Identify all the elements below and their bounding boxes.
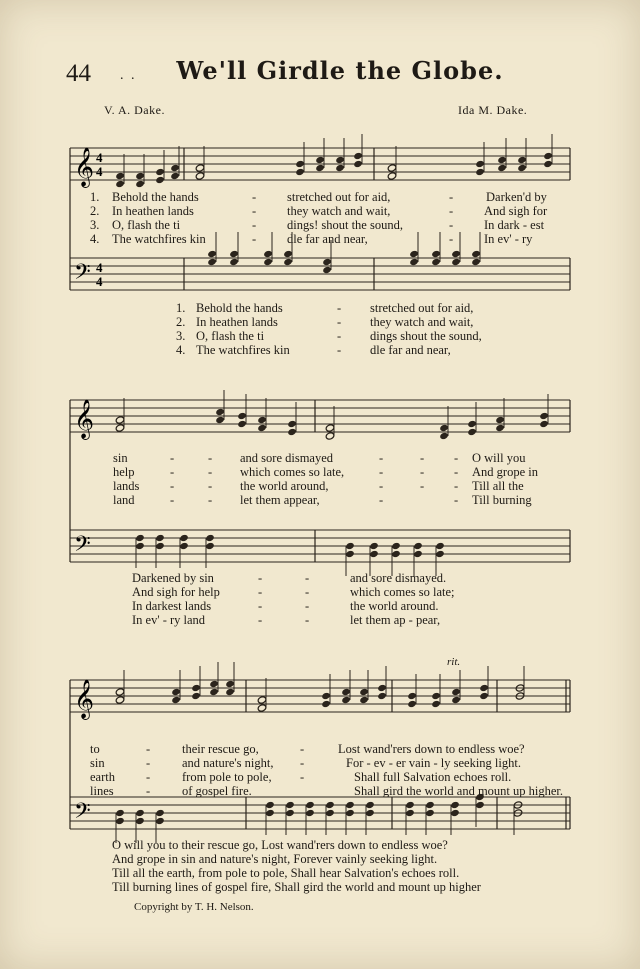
note-head (170, 164, 180, 172)
lyric-fragment: - (449, 190, 454, 204)
note-head (543, 160, 553, 168)
lyric-fragment: - (305, 599, 310, 613)
lyric-line: And grope in sin and nature's night, Forever vainly seeking light. (112, 852, 438, 866)
lyric-fragment: - (170, 451, 175, 465)
bass-clef-icon: 𝄢 (74, 799, 91, 828)
note-head (431, 250, 441, 258)
note-head (451, 258, 461, 266)
lyric-fragment: O will you (472, 451, 526, 465)
lyric-fragment: In ev' - ry (484, 232, 533, 246)
note-head (407, 692, 417, 700)
note-head (191, 684, 201, 692)
note-head (322, 258, 332, 266)
note-head (517, 156, 527, 164)
note-head (257, 696, 267, 704)
lyric-fragment: - (252, 204, 257, 218)
note-head (335, 156, 345, 164)
lyric-fragment: 4. (176, 343, 186, 357)
note-head (265, 801, 275, 809)
bass-clef-icon: 𝄢 (74, 532, 91, 561)
lyric-fragment: - (258, 613, 263, 627)
system-1-bass-staff (70, 258, 570, 290)
note-head (345, 550, 355, 558)
note-head (179, 542, 189, 550)
system-2-treble-staff (70, 400, 570, 432)
lyric-fragment: - (379, 479, 384, 493)
lyric-fragment: - (454, 465, 459, 479)
note-head (305, 809, 315, 817)
lyric-line: Till all the earth, from pole to pole, Shall hear Salvation's echoes roll. (112, 866, 460, 880)
note-head (407, 700, 417, 708)
svg-text:4: 4 (96, 260, 103, 275)
note-head (471, 250, 481, 258)
lyric-fragment: stretched out for aid, (287, 190, 391, 204)
lyric-fragment: - (454, 493, 459, 507)
lyric-fragment: And sigh for (484, 204, 548, 218)
note-head (283, 258, 293, 266)
lyric-fragment: The watchfires kin (196, 343, 290, 357)
lyric-fragment: to (90, 742, 100, 756)
lyric-fragment: And grope in (472, 465, 538, 479)
note-head (215, 416, 225, 424)
note-head (341, 696, 351, 704)
note-head (257, 424, 267, 432)
note-head (359, 696, 369, 704)
note-head (115, 696, 125, 704)
lyric-fragment: Darken'd by (486, 190, 547, 204)
note-head (467, 420, 477, 428)
note-head (345, 809, 355, 817)
note-head (179, 534, 189, 542)
note-head (195, 172, 205, 180)
lyric-fragment: sin (113, 451, 128, 465)
lyric-fragment: - (146, 756, 151, 770)
note-head (471, 258, 481, 266)
note-head (467, 428, 477, 436)
lyric-fragment: - (337, 329, 342, 343)
lyric-fragment: - (252, 218, 257, 232)
lyric-fragment: - (337, 301, 342, 315)
lyric-fragment: - (420, 479, 425, 493)
note-head (405, 801, 415, 809)
note-head (205, 534, 215, 542)
note-head (207, 258, 217, 266)
note-head (431, 700, 441, 708)
note-head (439, 424, 449, 432)
note-head (365, 809, 375, 817)
note-head (439, 432, 449, 440)
note-head (305, 801, 315, 809)
lyric-fragment: O, flash the ti (112, 218, 181, 232)
lyric-fragment: 4. (90, 232, 100, 246)
lyric-fragment: the world around, (240, 479, 329, 493)
note-head (321, 692, 331, 700)
note-head (237, 412, 247, 420)
lyric-fragment: help (113, 465, 135, 479)
treble-clef-icon: 𝄞 (74, 149, 95, 186)
note-head (377, 692, 387, 700)
note-head (345, 542, 355, 550)
note-head (225, 688, 235, 696)
note-head (539, 420, 549, 428)
note-head (369, 550, 379, 558)
lyric-fragment: - (379, 493, 384, 507)
lyric-fragment: Shall full Salvation echoes roll. (354, 770, 512, 784)
bass-clef-icon: 𝄢 (74, 260, 91, 289)
lyric-fragment: - (454, 479, 459, 493)
lyric-fragment: let them ap - pear, (350, 613, 441, 627)
lyric-fragment: - (252, 190, 257, 204)
note-head (425, 801, 435, 809)
lyric-fragment: - (170, 493, 175, 507)
lyric-fragment: - (305, 571, 310, 585)
note-head (155, 817, 165, 825)
ritardando-mark: rit. (447, 656, 461, 668)
lyric-fragment: lines (90, 784, 114, 798)
note-head (413, 542, 423, 550)
lyric-fragment: let them appear, (240, 493, 320, 507)
note-head (195, 164, 205, 172)
lyric-fragment: Behold the hands (196, 301, 283, 315)
note-head (450, 809, 460, 817)
note-head (283, 250, 293, 258)
lyric-fragment: lands (113, 479, 140, 493)
lyric-fragment: In dark - est (484, 218, 545, 232)
note-head (209, 680, 219, 688)
note-head (207, 250, 217, 258)
note-head (450, 801, 460, 809)
note-head (387, 172, 397, 180)
lyric-fragment: - (449, 204, 454, 218)
note-head (229, 250, 239, 258)
lyric-fragment: - (146, 784, 151, 798)
note-head (475, 160, 485, 168)
lyric-fragment: - (379, 465, 384, 479)
lyric-fragment: The watchfires kin (112, 232, 206, 246)
note-head (135, 534, 145, 542)
lyric-fragment: - (208, 493, 213, 507)
lyric-fragment: the world around. (350, 599, 439, 613)
lyric-fragment: In darkest lands (132, 599, 212, 613)
lyric-fragment: 1. (90, 190, 100, 204)
lyric-fragment: 2. (176, 315, 186, 329)
note-head (321, 700, 331, 708)
note-head (225, 680, 235, 688)
note-head (263, 250, 273, 258)
note-head (409, 258, 419, 266)
lyric-fragment: - (300, 770, 305, 784)
note-head (115, 172, 125, 180)
lyric-fragment: In heathen lands (196, 315, 278, 329)
note-head (475, 801, 485, 809)
lyric-fragment: Darkened by sin (132, 571, 214, 585)
note-head (391, 542, 401, 550)
note-head (325, 432, 335, 440)
note-head (335, 164, 345, 172)
note-head (353, 152, 363, 160)
lyric-fragment: 3. (90, 218, 100, 232)
note-head (115, 416, 125, 424)
lyric-fragment: Lost wand'rers down to endless woe? (338, 742, 525, 756)
lyric-fragment: - (300, 756, 305, 770)
note-head (451, 250, 461, 258)
lyric-line: O will you to their rescue go, Lost wand'rers down to endless woe? (112, 838, 448, 852)
note-head (543, 152, 553, 160)
note-head (295, 168, 305, 176)
lyric-fragment: which comes so late, (240, 465, 345, 479)
note-head (451, 688, 461, 696)
note-head (135, 817, 145, 825)
lyric-fragment: stretched out for aid, (370, 301, 474, 315)
lyric-fragment: - (208, 451, 213, 465)
note-head (285, 809, 295, 817)
lyric-fragment: - (208, 465, 213, 479)
lyric-fragment: - (337, 315, 342, 329)
note-head (495, 424, 505, 432)
note-head (497, 164, 507, 172)
lyric-fragment: which comes so late; (350, 585, 455, 599)
note-head (359, 688, 369, 696)
note-head (377, 684, 387, 692)
lyric-line: Till burning lines of gospel fire, Shall gird the world and mount up higher (112, 880, 481, 894)
note-head (135, 809, 145, 817)
note-head (135, 180, 145, 188)
lyric-fragment: dle far and near, (370, 343, 451, 357)
lyric-fragment: dings! shout the sound, (287, 218, 403, 232)
lyric-fragment: sin (90, 756, 105, 770)
lyric-fragment: - (258, 599, 263, 613)
lyric-fragment: O, flash the ti (196, 329, 265, 343)
note-head (295, 160, 305, 168)
note-head (369, 542, 379, 550)
lyric-fragment: - (252, 232, 257, 246)
note-head (345, 801, 355, 809)
lyric-fragment: - (258, 585, 263, 599)
note-head (171, 696, 181, 704)
lyric-fragment: Behold the hands (112, 190, 199, 204)
note-head (341, 688, 351, 696)
lyric-fragment: - (146, 742, 151, 756)
lyric-fragment: land (113, 493, 135, 507)
note-head (285, 801, 295, 809)
note-head (155, 176, 165, 184)
lyric-fragment: - (258, 571, 263, 585)
note-head (325, 809, 335, 817)
lyric-fragment: - (449, 218, 454, 232)
note-head (170, 172, 180, 180)
note-head (155, 168, 165, 176)
note-head (479, 684, 489, 692)
note-head (155, 809, 165, 817)
page-dots: . . (120, 68, 137, 83)
note-head (205, 542, 215, 550)
lyric-fragment: dings shout the sound, (370, 329, 482, 343)
note-head (325, 424, 335, 432)
note-head (115, 809, 125, 817)
note-head (431, 692, 441, 700)
lyric-fragment: they watch and wait, (287, 204, 391, 218)
system-3-bass-staff (70, 797, 570, 829)
lyric-fragment: For - ev - er vain - ly seeking light. (346, 756, 521, 770)
note-head (413, 550, 423, 558)
treble-clef-icon: 𝄞 (74, 681, 95, 718)
note-head (237, 420, 247, 428)
svg-text:4: 4 (96, 164, 103, 179)
note-head (475, 168, 485, 176)
note-head (287, 428, 297, 436)
note-head (287, 420, 297, 428)
note-head (209, 688, 219, 696)
lyric-fragment: - (305, 585, 310, 599)
note-head (191, 692, 201, 700)
note-head (425, 809, 435, 817)
lyric-fragment: - (337, 343, 342, 357)
lyric-fragment: and sore dismayed. (350, 571, 447, 585)
note-head (517, 164, 527, 172)
lyric-fragment: their rescue go, (182, 742, 259, 756)
lyric-fragment: Shall gird the world and mount up higher. (354, 784, 564, 798)
note-head (263, 258, 273, 266)
lyric-fragment: they watch and wait, (370, 315, 474, 329)
lyric-fragment: 2. (90, 204, 100, 218)
note-head (115, 688, 125, 696)
lyric-fragment: - (420, 451, 425, 465)
lyric-fragment: and sore dismayed (240, 451, 334, 465)
note-head (405, 809, 415, 817)
lyric-fragment: - (300, 742, 305, 756)
note-head (115, 817, 125, 825)
lyric-fragment: - (170, 465, 175, 479)
lyric-fragment: earth (90, 770, 115, 784)
system-2-bass-staff (70, 530, 570, 562)
svg-text:4: 4 (96, 274, 103, 289)
note-head (435, 550, 445, 558)
note-head (115, 424, 125, 432)
system-3-treble-staff (70, 680, 570, 712)
note-head (325, 801, 335, 809)
page-number: 44 (66, 60, 91, 87)
note-head (257, 704, 267, 712)
lyric-fragment: dle far and near, (287, 232, 368, 246)
note-head (315, 156, 325, 164)
note-head (479, 692, 489, 700)
lyric-fragment: And sigh for help (132, 585, 220, 599)
lyric-fragment: In ev' - ry land (132, 613, 206, 627)
lyric-fragment: 3. (176, 329, 186, 343)
lyric-fragment: - (379, 451, 384, 465)
lyric-fragment: - (305, 613, 310, 627)
note-head (431, 258, 441, 266)
lyric-fragment: - (454, 451, 459, 465)
note-head (391, 550, 401, 558)
lyric-fragment: 1. (176, 301, 186, 315)
lyric-fragment: - (449, 232, 454, 246)
lyric-fragment: In heathen lands (112, 204, 194, 218)
lyric-fragment: Till all the (472, 479, 524, 493)
lyric-fragment: and nature's night, (182, 756, 274, 770)
lyric-fragment: - (146, 770, 151, 784)
note-head (215, 408, 225, 416)
note-head (155, 542, 165, 550)
note-head (353, 160, 363, 168)
note-head (155, 534, 165, 542)
note-head (135, 542, 145, 550)
lyric-fragment: of gospel fire. (182, 784, 252, 798)
note-head (315, 164, 325, 172)
note-head (265, 809, 275, 817)
note-head (387, 164, 397, 172)
hymn-title: We'll Girdle the Globe. (176, 56, 504, 85)
lyric-fragment: from pole to pole, (182, 770, 272, 784)
treble-clef-icon: 𝄞 (74, 401, 95, 438)
note-head (135, 172, 145, 180)
composer-credit: V. A. Dake. (104, 103, 165, 117)
note-head (451, 696, 461, 704)
note-head (115, 180, 125, 188)
lyric-fragment: - (208, 479, 213, 493)
note-head (409, 250, 419, 258)
note-head (539, 412, 549, 420)
system-1-treble-staff (70, 148, 570, 180)
note-head (365, 801, 375, 809)
copyright-notice: Copyright by T. H. Nelson. (134, 901, 254, 913)
note-head (322, 266, 332, 274)
lyric-fragment: - (420, 465, 425, 479)
author-credit: Ida M. Dake. (458, 103, 528, 117)
lyric-fragment: Till burning (472, 493, 532, 507)
note-head (495, 416, 505, 424)
note-head (257, 416, 267, 424)
note-head (229, 258, 239, 266)
note-head (435, 542, 445, 550)
svg-text:4: 4 (96, 150, 103, 165)
lyric-fragment: - (170, 479, 175, 493)
note-head (497, 156, 507, 164)
note-head (171, 688, 181, 696)
